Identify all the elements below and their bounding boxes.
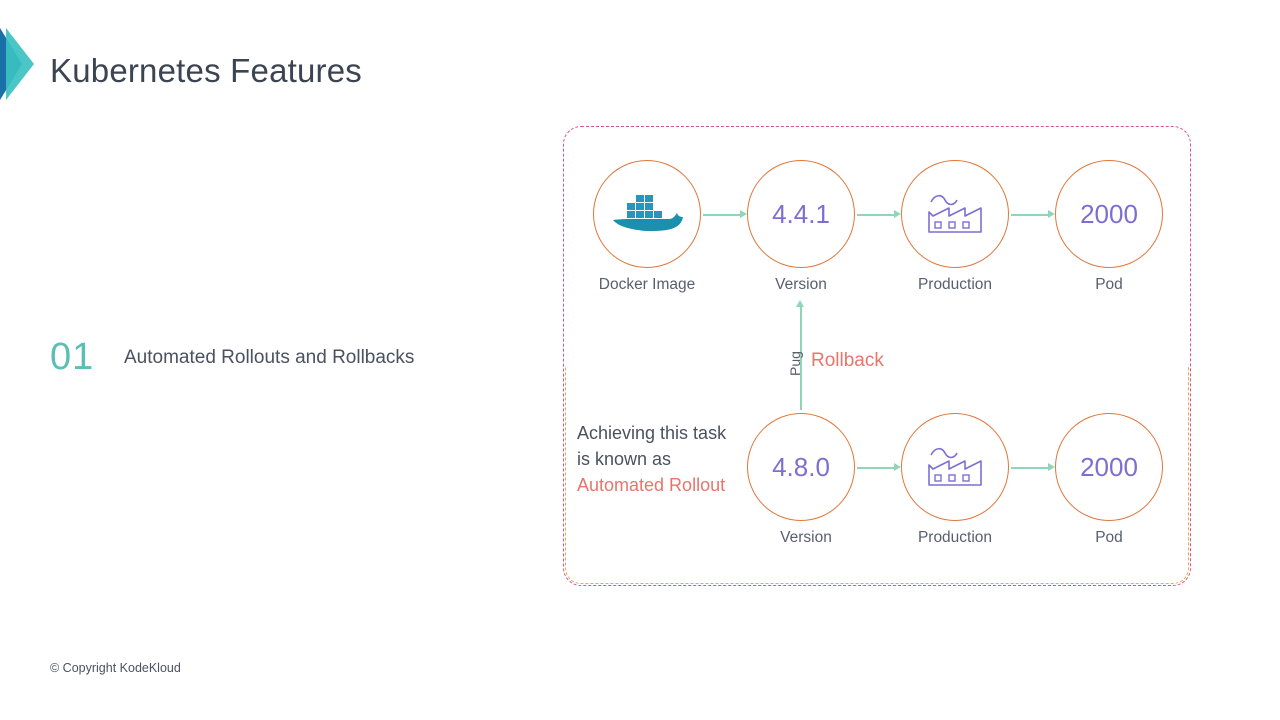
node-production-top: [901, 160, 1009, 268]
node-label-pod-bottom: Pod: [1095, 529, 1123, 546]
node-label-production-bottom: Production: [917, 529, 993, 546]
arrow-head-production-to-pod: [1048, 210, 1055, 218]
node-label-version-bottom: Version: [780, 529, 832, 546]
node-value-pod-top: 2000: [1080, 198, 1138, 229]
factory-icon: [925, 441, 985, 493]
factory-icon: [925, 188, 985, 240]
diagram-panel: [563, 126, 1191, 586]
node-production-bottom: [901, 413, 1009, 521]
copyright-text: © Copyright KodeKloud: [50, 661, 181, 675]
arrow-docker-to-version: [703, 214, 741, 216]
bullet-number: 01: [50, 336, 95, 378]
node-value-version-bottom: 4.8.0: [772, 451, 830, 482]
arrow-production-to-pod-bottom: [1011, 467, 1049, 469]
pug-label: Pug: [787, 351, 803, 376]
node-version-top: [747, 160, 855, 268]
rollout-note-prefix: Achieving this task is known as: [577, 423, 727, 469]
node-label-docker-image: Docker Image: [598, 276, 696, 293]
arrow-head-production-to-pod-bottom: [1048, 463, 1055, 471]
node-value-version-top: 4.4.1: [772, 198, 830, 229]
rollout-note-highlight: Automated Rollout: [577, 475, 726, 495]
bullet-text: Automated Rollouts and Rollbacks: [124, 347, 415, 368]
node-label-version-top: Version: [775, 276, 827, 293]
node-docker-image: [593, 160, 701, 268]
docker-whale-icon: [609, 189, 685, 239]
arrow-version-to-production-bottom: [857, 467, 895, 469]
rollout-note: [577, 420, 727, 498]
arrow-version-to-production: [857, 214, 895, 216]
page-title: Kubernetes Features: [50, 52, 362, 89]
corner-chevron-icon: [0, 28, 44, 100]
arrow-head-docker-to-version: [740, 210, 747, 218]
arrow-head-version-to-production: [894, 210, 901, 218]
rollback-label: Rollback: [811, 350, 884, 371]
arrow-head-rollback: [796, 300, 804, 307]
node-pod-bottom: [1055, 413, 1163, 521]
node-pod-top: [1055, 160, 1163, 268]
node-label-pod-top: Pod: [1095, 276, 1123, 293]
arrow-head-version-to-production-bottom: [894, 463, 901, 471]
node-version-bottom: [747, 413, 855, 521]
node-value-pod-bottom: 2000: [1080, 451, 1138, 482]
arrow-production-to-pod: [1011, 214, 1049, 216]
node-label-production-top: Production: [917, 276, 993, 293]
